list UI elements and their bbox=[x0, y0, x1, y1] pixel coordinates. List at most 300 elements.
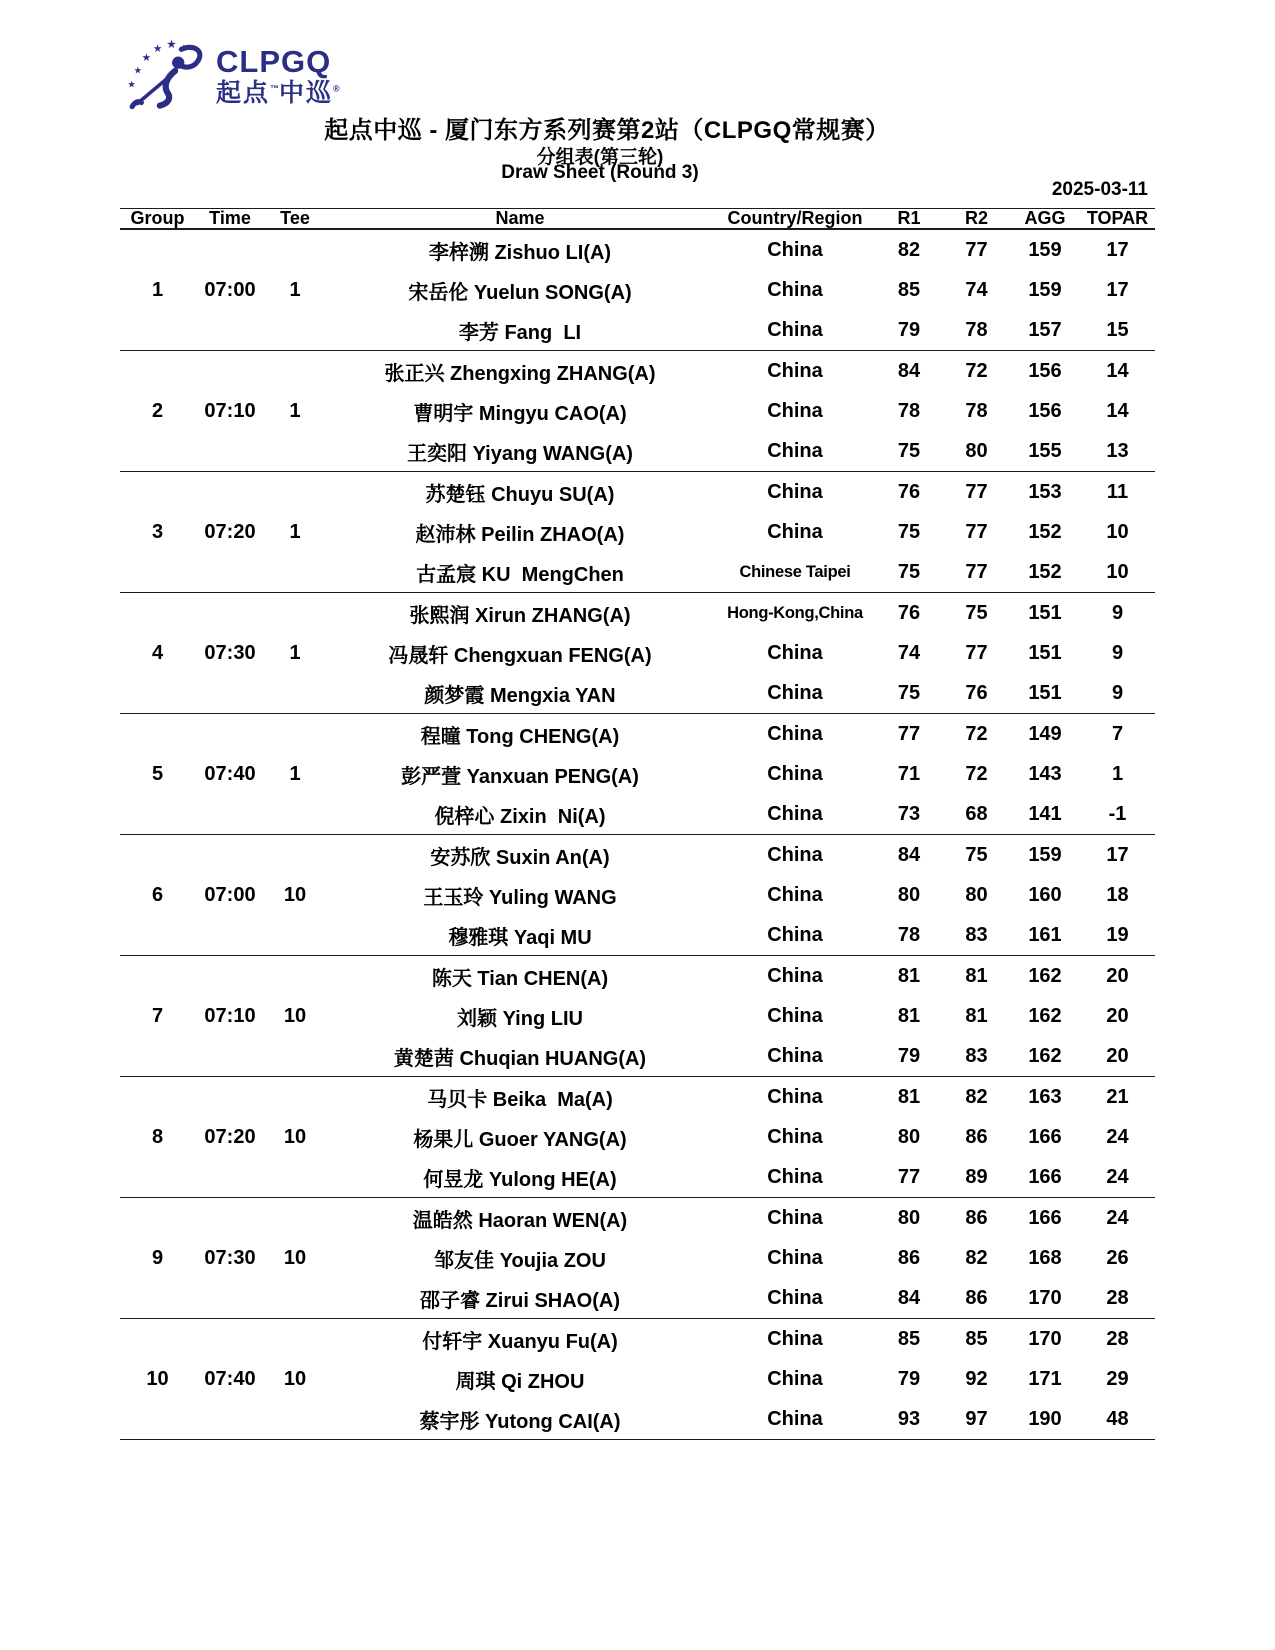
draw-sheet-table bbox=[120, 208, 1155, 1440]
r1-cell: 81 bbox=[897, 964, 921, 987]
golfer-logo-icon bbox=[126, 38, 212, 116]
group-cell: 9 bbox=[151, 1246, 164, 1269]
group-cell: 3 bbox=[151, 520, 164, 543]
r1-cell: 75 bbox=[897, 439, 921, 462]
r1-cell: 84 bbox=[897, 843, 921, 866]
group-cell bbox=[120, 956, 195, 997]
player-row bbox=[120, 431, 1155, 472]
group-cell bbox=[120, 915, 195, 956]
r2-cell: 74 bbox=[965, 278, 988, 301]
r1-cell: 74 bbox=[897, 641, 921, 664]
country-cell: China bbox=[767, 1327, 823, 1350]
time-cell: 07:10 bbox=[204, 399, 256, 422]
tee-cell: 1 bbox=[289, 278, 301, 301]
tee-cell bbox=[265, 915, 325, 956]
name-cell: 张正兴 Zhengxing ZHANG(A) bbox=[384, 362, 656, 385]
time-cell: 07:30 bbox=[204, 641, 256, 664]
group-cell: 6 bbox=[151, 883, 164, 906]
column-header-name: Name bbox=[495, 208, 545, 228]
country-cell: China bbox=[767, 520, 823, 543]
column-header-group: Group bbox=[130, 208, 185, 228]
name-cell: 李芳 Fang LI bbox=[458, 321, 582, 344]
country-cell: China bbox=[767, 238, 823, 261]
name-cell: 邹友佳 Youjia ZOU bbox=[434, 1249, 606, 1272]
agg-cell: 156 bbox=[1028, 359, 1062, 382]
topar-cell: 15 bbox=[1106, 318, 1129, 341]
topar-cell: 19 bbox=[1106, 923, 1129, 946]
group-cell bbox=[120, 1036, 195, 1077]
name-cell: 彭严萱 Yanxuan PENG(A) bbox=[401, 765, 639, 788]
r1-cell: 80 bbox=[897, 883, 921, 906]
sheet-date: 2025-03-11 bbox=[1051, 179, 1148, 200]
r1-cell: 75 bbox=[897, 520, 921, 543]
name-cell: 邵子睿 Zirui SHAO(A) bbox=[420, 1289, 620, 1312]
r2-cell: 77 bbox=[965, 641, 988, 664]
r1-cell: 85 bbox=[897, 1327, 921, 1350]
r1-cell: 78 bbox=[897, 923, 921, 946]
group-cell bbox=[120, 1278, 195, 1319]
player-row bbox=[120, 673, 1155, 714]
player-row bbox=[120, 875, 1155, 915]
topar-cell: 9 bbox=[1111, 641, 1124, 664]
tee-cell bbox=[265, 1157, 325, 1198]
name-cell: 古孟宸 KU MengChen bbox=[416, 563, 624, 586]
name-cell: 刘颖 Ying LIU bbox=[457, 1007, 583, 1030]
r2-cell: 86 bbox=[965, 1125, 988, 1148]
time-cell bbox=[195, 835, 265, 876]
country-cell: China bbox=[767, 1367, 823, 1390]
tee-cell: 1 bbox=[289, 520, 301, 543]
time-cell bbox=[195, 1198, 265, 1239]
r2-cell: 72 bbox=[965, 359, 988, 382]
country-cell: China bbox=[767, 399, 823, 422]
name-cell: 倪梓心 Zixin Ni(A) bbox=[434, 805, 606, 828]
topar-cell: 28 bbox=[1106, 1286, 1129, 1309]
logo-brand: CLPGQ bbox=[216, 44, 332, 79]
name-cell: 宋岳伦 Yuelun SONG(A) bbox=[408, 281, 632, 304]
r1-cell: 80 bbox=[897, 1206, 921, 1229]
group-cell: 2 bbox=[151, 399, 164, 422]
group-cell bbox=[120, 1157, 195, 1198]
column-header-topar: TOPAR bbox=[1086, 208, 1149, 228]
country-cell: China bbox=[767, 480, 823, 503]
r2-cell: 68 bbox=[965, 802, 988, 825]
table-header bbox=[120, 209, 1155, 230]
group-cell bbox=[120, 714, 195, 755]
name-cell: 赵沛林 Peilin ZHAO(A) bbox=[415, 523, 625, 546]
player-row bbox=[120, 835, 1155, 876]
r2-cell: 80 bbox=[965, 883, 988, 906]
topar-cell: 17 bbox=[1106, 278, 1129, 301]
topar-cell: 48 bbox=[1106, 1407, 1129, 1430]
player-row bbox=[120, 1399, 1155, 1440]
agg-cell: 170 bbox=[1028, 1286, 1062, 1309]
player-row bbox=[120, 270, 1155, 310]
tee-cell bbox=[265, 593, 325, 634]
country-cell: China bbox=[767, 1125, 823, 1148]
agg-cell: 171 bbox=[1028, 1367, 1062, 1390]
time-cell bbox=[195, 229, 265, 270]
time-cell bbox=[195, 915, 265, 956]
topar-cell: 17 bbox=[1106, 843, 1129, 866]
column-header-country-region: Country/Region bbox=[727, 208, 863, 228]
time-cell bbox=[195, 1319, 265, 1360]
name-cell: 周琪 Qi ZHOU bbox=[455, 1370, 585, 1393]
group-block bbox=[120, 1319, 1155, 1440]
country-cell: China bbox=[767, 1206, 823, 1229]
r2-cell: 86 bbox=[965, 1286, 988, 1309]
tee-cell bbox=[265, 431, 325, 472]
group-cell: 10 bbox=[146, 1367, 169, 1390]
r1-cell: 86 bbox=[897, 1246, 921, 1269]
topar-cell: 9 bbox=[1111, 681, 1124, 704]
name-cell: 杨果儿 Guoer YANG(A) bbox=[413, 1128, 627, 1151]
group-cell bbox=[120, 1077, 195, 1118]
country-cell: China bbox=[767, 641, 823, 664]
r1-cell: 77 bbox=[897, 1165, 921, 1188]
r2-cell: 81 bbox=[965, 1004, 988, 1027]
time-cell bbox=[195, 310, 265, 351]
r2-cell: 75 bbox=[965, 843, 988, 866]
r1-cell: 79 bbox=[897, 1367, 921, 1390]
column-header-time: Time bbox=[209, 208, 251, 228]
r1-cell: 75 bbox=[897, 681, 921, 704]
name-cell: 李梓溯 Zishuo LI(A) bbox=[428, 241, 612, 264]
agg-cell: 157 bbox=[1028, 318, 1062, 341]
agg-cell: 190 bbox=[1028, 1407, 1062, 1430]
group-cell: 8 bbox=[151, 1125, 164, 1148]
player-row bbox=[120, 1117, 1155, 1157]
r2-cell: 72 bbox=[965, 762, 988, 785]
country-cell: China bbox=[767, 1165, 823, 1188]
name-cell: 陈天 Tian CHEN(A) bbox=[431, 967, 609, 990]
column-header-agg: AGG bbox=[1024, 208, 1066, 228]
country-cell: China bbox=[767, 318, 823, 341]
sheet-title-cn: 分组表(第三轮) bbox=[536, 147, 664, 168]
country-cell: China bbox=[767, 278, 823, 301]
agg-cell: 151 bbox=[1028, 641, 1062, 664]
agg-cell: 166 bbox=[1028, 1206, 1062, 1229]
player-row bbox=[120, 391, 1155, 431]
r1-cell: 81 bbox=[897, 1085, 921, 1108]
group-cell bbox=[120, 552, 195, 593]
player-row bbox=[120, 1198, 1155, 1239]
r2-cell: 80 bbox=[965, 439, 988, 462]
r2-cell: 72 bbox=[965, 722, 988, 745]
logo-text bbox=[216, 46, 340, 106]
time-cell bbox=[195, 431, 265, 472]
name-cell: 穆雅琪 Yaqi MU bbox=[448, 926, 592, 949]
agg-cell: 152 bbox=[1028, 520, 1062, 543]
tee-cell bbox=[265, 1399, 325, 1440]
time-cell bbox=[195, 552, 265, 593]
agg-cell: 143 bbox=[1028, 762, 1062, 785]
name-cell: 马贝卡 Beika Ma(A) bbox=[427, 1088, 613, 1111]
tee-cell: 10 bbox=[283, 1004, 307, 1027]
player-row bbox=[120, 714, 1155, 755]
tee-cell bbox=[265, 1036, 325, 1077]
trademark-mark: ™ bbox=[270, 83, 280, 94]
group-cell bbox=[120, 472, 195, 513]
svg-text:★: ★ bbox=[153, 43, 162, 54]
tee-cell: 10 bbox=[283, 1367, 307, 1390]
player-row bbox=[120, 472, 1155, 513]
country-cell: China bbox=[767, 802, 823, 825]
topar-cell: 21 bbox=[1106, 1085, 1129, 1108]
name-cell: 王玉玲 Yuling WANG bbox=[423, 886, 617, 909]
r2-cell: 75 bbox=[965, 601, 988, 624]
r1-cell: 84 bbox=[897, 359, 921, 382]
agg-cell: 159 bbox=[1028, 843, 1062, 866]
topar-cell: 20 bbox=[1106, 1044, 1129, 1067]
agg-cell: 151 bbox=[1028, 601, 1062, 624]
r2-cell: 92 bbox=[965, 1367, 988, 1390]
group-block bbox=[120, 835, 1155, 956]
agg-cell: 155 bbox=[1028, 439, 1062, 462]
topar-cell: 24 bbox=[1106, 1206, 1129, 1229]
r1-cell: 75 bbox=[897, 560, 921, 583]
country-cell: China bbox=[767, 1286, 823, 1309]
tee-cell: 10 bbox=[283, 1246, 307, 1269]
agg-cell: 153 bbox=[1028, 480, 1062, 503]
agg-cell: 163 bbox=[1028, 1085, 1062, 1108]
player-row bbox=[120, 1036, 1155, 1077]
player-row bbox=[120, 956, 1155, 997]
time-cell: 07:20 bbox=[204, 520, 256, 543]
agg-cell: 160 bbox=[1028, 883, 1062, 906]
group-cell: 5 bbox=[151, 762, 164, 785]
name-cell: 黄楚茜 Chuqian HUANG(A) bbox=[393, 1047, 647, 1070]
name-cell: 程曈 Tong CHENG(A) bbox=[420, 725, 620, 748]
time-cell bbox=[195, 794, 265, 835]
column-header-r2: R2 bbox=[964, 208, 988, 228]
group-block bbox=[120, 1077, 1155, 1198]
r2-cell: 82 bbox=[965, 1246, 988, 1269]
time-cell bbox=[195, 472, 265, 513]
topar-cell: 29 bbox=[1106, 1367, 1129, 1390]
agg-cell: 152 bbox=[1028, 560, 1062, 583]
group-block bbox=[120, 714, 1155, 835]
country-cell: China bbox=[767, 964, 823, 987]
r1-cell: 78 bbox=[897, 399, 921, 422]
player-row bbox=[120, 1157, 1155, 1198]
time-cell bbox=[195, 1077, 265, 1118]
topar-cell: -1 bbox=[1108, 802, 1127, 825]
r2-cell: 83 bbox=[965, 1044, 988, 1067]
topar-cell: 18 bbox=[1106, 883, 1129, 906]
group-cell: 4 bbox=[151, 641, 164, 664]
player-row bbox=[120, 1238, 1155, 1278]
tee-cell bbox=[265, 472, 325, 513]
time-cell bbox=[195, 1399, 265, 1440]
player-row bbox=[120, 1278, 1155, 1319]
agg-cell: 159 bbox=[1028, 278, 1062, 301]
player-row bbox=[120, 633, 1155, 673]
country-cell: China bbox=[767, 762, 823, 785]
tee-cell: 1 bbox=[289, 399, 301, 422]
group-cell bbox=[120, 1319, 195, 1360]
agg-cell: 162 bbox=[1028, 964, 1062, 987]
r1-cell: 76 bbox=[897, 601, 921, 624]
name-cell: 安苏欣 Suxin An(A) bbox=[430, 846, 610, 869]
column-header-tee: Tee bbox=[280, 208, 310, 228]
tee-cell bbox=[265, 714, 325, 755]
player-row bbox=[120, 996, 1155, 1036]
tee-cell: 1 bbox=[289, 641, 301, 664]
topar-cell: 14 bbox=[1106, 359, 1129, 382]
time-cell bbox=[195, 1278, 265, 1319]
agg-cell: 151 bbox=[1028, 681, 1062, 704]
time-cell: 07:30 bbox=[204, 1246, 256, 1269]
r2-cell: 78 bbox=[965, 318, 988, 341]
header-row bbox=[120, 209, 1155, 230]
group-block bbox=[120, 229, 1155, 351]
topar-cell: 13 bbox=[1106, 439, 1129, 462]
player-row bbox=[120, 351, 1155, 392]
column-header-r1: R1 bbox=[897, 208, 921, 228]
agg-cell: 162 bbox=[1028, 1004, 1062, 1027]
topar-cell: 1 bbox=[1111, 762, 1124, 785]
group-cell: 1 bbox=[151, 278, 164, 301]
topar-cell: 24 bbox=[1106, 1165, 1129, 1188]
r1-cell: 82 bbox=[897, 238, 921, 261]
country-cell: China bbox=[767, 722, 823, 745]
player-row bbox=[120, 310, 1155, 351]
name-cell: 张熙润 Xirun ZHANG(A) bbox=[409, 604, 631, 627]
name-cell: 何昱龙 Yulong HE(A) bbox=[423, 1168, 617, 1191]
registered-mark: ® bbox=[333, 83, 340, 94]
group-block bbox=[120, 1198, 1155, 1319]
group-cell bbox=[120, 673, 195, 714]
name-cell: 蔡宇彤 Yutong CAI(A) bbox=[419, 1410, 621, 1433]
country-cell: China bbox=[767, 681, 823, 704]
player-row bbox=[120, 552, 1155, 593]
tee-cell: 1 bbox=[289, 762, 301, 785]
clpgq-logo bbox=[126, 38, 340, 116]
country-cell: China bbox=[767, 923, 823, 946]
time-cell bbox=[195, 956, 265, 997]
country-cell: Chinese Taipei bbox=[739, 562, 851, 581]
r1-cell: 81 bbox=[897, 1004, 921, 1027]
topar-cell: 26 bbox=[1106, 1246, 1129, 1269]
tee-cell bbox=[265, 351, 325, 392]
name-cell: 冯晟轩 Chengxuan FENG(A) bbox=[388, 644, 652, 667]
agg-cell: 168 bbox=[1028, 1246, 1062, 1269]
name-cell: 付轩宇 Xuanyu Fu(A) bbox=[422, 1330, 618, 1353]
group-block bbox=[120, 956, 1155, 1077]
topar-cell: 20 bbox=[1106, 1004, 1129, 1027]
r2-cell: 85 bbox=[965, 1327, 988, 1350]
name-cell: 曹明宇 Mingyu CAO(A) bbox=[413, 402, 627, 425]
player-row bbox=[120, 1359, 1155, 1399]
country-cell: China bbox=[767, 1246, 823, 1269]
country-cell: China bbox=[767, 1004, 823, 1027]
r1-cell: 84 bbox=[897, 1286, 921, 1309]
name-cell: 苏楚钰 Chuyu SU(A) bbox=[425, 483, 615, 506]
tee-cell: 10 bbox=[283, 1125, 307, 1148]
topar-cell: 24 bbox=[1106, 1125, 1129, 1148]
r1-cell: 80 bbox=[897, 1125, 921, 1148]
topar-cell: 17 bbox=[1106, 238, 1129, 261]
tee-cell bbox=[265, 1278, 325, 1319]
r2-cell: 89 bbox=[965, 1165, 988, 1188]
time-cell: 07:40 bbox=[204, 762, 256, 785]
player-row bbox=[120, 1077, 1155, 1118]
player-row bbox=[120, 794, 1155, 835]
r1-cell: 85 bbox=[897, 278, 921, 301]
country-cell: China bbox=[767, 1407, 823, 1430]
agg-cell: 170 bbox=[1028, 1327, 1062, 1350]
time-cell bbox=[195, 593, 265, 634]
r2-cell: 77 bbox=[965, 560, 988, 583]
r2-cell: 82 bbox=[965, 1085, 988, 1108]
time-cell bbox=[195, 673, 265, 714]
player-row bbox=[120, 915, 1155, 956]
group-cell bbox=[120, 593, 195, 634]
topar-cell: 28 bbox=[1106, 1327, 1129, 1350]
group-cell bbox=[120, 229, 195, 270]
r2-cell: 86 bbox=[965, 1206, 988, 1229]
topar-cell: 14 bbox=[1106, 399, 1129, 422]
svg-text:★: ★ bbox=[180, 43, 188, 53]
player-row bbox=[120, 593, 1155, 634]
group-cell bbox=[120, 835, 195, 876]
group-cell bbox=[120, 1198, 195, 1239]
tee-cell bbox=[265, 956, 325, 997]
tee-cell bbox=[265, 310, 325, 351]
topar-cell: 10 bbox=[1106, 560, 1129, 583]
country-cell: China bbox=[767, 883, 823, 906]
sheet-title-en: Draw Sheet (Round 3) bbox=[501, 162, 699, 183]
name-cell: 王奕阳 Yiyang WANG(A) bbox=[407, 442, 633, 465]
r1-cell: 71 bbox=[897, 762, 921, 785]
country-cell: China bbox=[767, 1044, 823, 1067]
name-cell: 温皓然 Haoran WEN(A) bbox=[412, 1209, 628, 1232]
r2-cell: 77 bbox=[965, 238, 988, 261]
agg-cell: 159 bbox=[1028, 238, 1062, 261]
topar-cell: 20 bbox=[1106, 964, 1129, 987]
player-row bbox=[120, 1319, 1155, 1360]
group-cell bbox=[120, 431, 195, 472]
svg-text:★: ★ bbox=[134, 65, 142, 75]
agg-cell: 161 bbox=[1028, 923, 1062, 946]
group-cell bbox=[120, 1399, 195, 1440]
topar-cell: 11 bbox=[1106, 480, 1129, 503]
name-cell: 颜梦霞 Mengxia YAN bbox=[424, 684, 616, 707]
tee-cell bbox=[265, 229, 325, 270]
r1-cell: 93 bbox=[897, 1407, 921, 1430]
time-cell bbox=[195, 714, 265, 755]
r1-cell: 77 bbox=[897, 722, 921, 745]
r2-cell: 83 bbox=[965, 923, 988, 946]
tee-cell bbox=[265, 1198, 325, 1239]
svg-text:★: ★ bbox=[142, 52, 151, 63]
time-cell: 07:20 bbox=[204, 1125, 256, 1148]
topar-cell: 10 bbox=[1106, 520, 1129, 543]
group-cell bbox=[120, 310, 195, 351]
group-block bbox=[120, 593, 1155, 714]
svg-text:★: ★ bbox=[166, 39, 177, 51]
agg-cell: 166 bbox=[1028, 1125, 1062, 1148]
agg-cell: 162 bbox=[1028, 1044, 1062, 1067]
group-block bbox=[120, 472, 1155, 593]
agg-cell: 141 bbox=[1028, 802, 1062, 825]
time-cell bbox=[195, 351, 265, 392]
r2-cell: 97 bbox=[965, 1407, 988, 1430]
agg-cell: 156 bbox=[1028, 399, 1062, 422]
svg-text:★: ★ bbox=[128, 80, 136, 90]
country-cell: Hong-Kong,China bbox=[727, 603, 863, 622]
